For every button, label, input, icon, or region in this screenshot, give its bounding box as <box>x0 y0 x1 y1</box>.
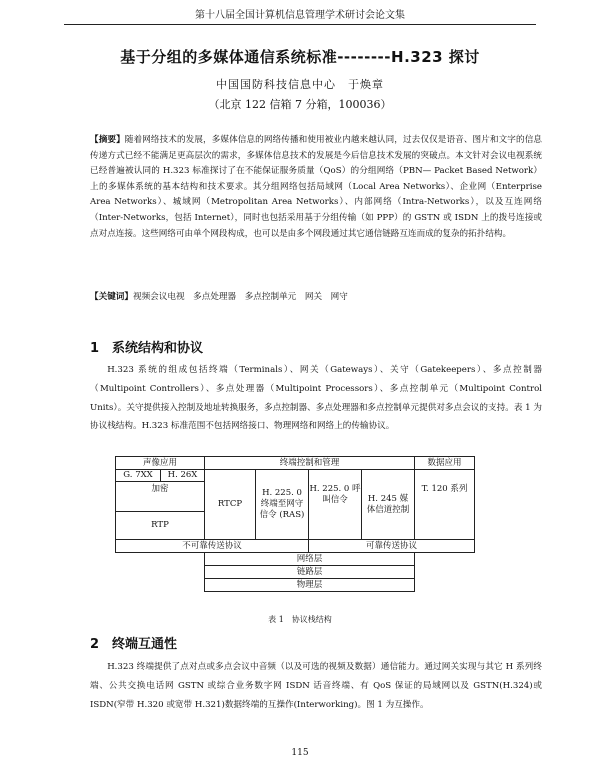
page-number: 115 <box>291 748 309 758</box>
section-2-heading <box>90 633 177 652</box>
cell-data-app: 数据应用 <box>414 456 475 470</box>
section-1-heading <box>90 337 203 356</box>
cell-g7xx: G. 7XX <box>115 469 161 482</box>
table-caption: 表 1 协议栈结构 <box>268 615 332 624</box>
cell-ras: H. 225. 0 终端至网守信令 (RAS) <box>255 469 309 540</box>
section-1-title: 系统结构和协议 <box>112 341 204 356</box>
cell-physical-layer: 物理层 <box>204 578 415 592</box>
running-head: 第十八届全国计算机信息管理学术研讨会论文集 <box>64 6 536 25</box>
section-2-paragraph: H.323 终端提供了点对点或多点会议中音频（以及可选的视频及数据）通信能力。通过网关实现与其它 H 系列终端、公共交换电话网 GSTN 或综合业务数字网 ISDN 话音终端、有 QoS 保证的局域网以及 GSTN(H.324)或 ISDN(窄带 H.320 或宽带 H.321)数据终端的互操作(Interworking)。图 1 为互操作。 <box>90 662 542 710</box>
cell-h26x: H. 26X <box>160 469 205 482</box>
paper-title: 基于分组的多媒体通信系统标准--------H.323 探讨 <box>120 48 480 66</box>
cell-h245: H. 245 媒体信道控制 <box>361 469 415 540</box>
author-address: （北京 122 信箱 7 分箱，100036） <box>208 98 392 111</box>
keywords-label: 【关键词】 <box>90 292 133 302</box>
keywords-text: 视频会议电视 多点处理器 多点控制单元 网关 网守 <box>132 292 348 302</box>
cell-network-layer: 网络层 <box>204 552 415 566</box>
author-line: 中国国防科技信息中心 于焕章 <box>216 78 384 91</box>
cell-encrypt: 加密 <box>115 481 205 512</box>
cell-rtp: RTP <box>115 511 205 540</box>
section-1-paragraph: H.323 系统的组成包括终端（Terminals）、网关（Gateways）、关守（Gatekeepers）、多点控制器（Multipoint Controllers）、多点处理器（Multipoint Processors）、多点控制单元（Multipoint Control Units）。关守提供接入控制及地址转换服务，多点控制器、多点处理器和多点控制单元提供对多点会议的支持。表 1 为协议栈结构。H.323 标准范围不包括网络接口、物理网络和网络上的传输协议。 <box>90 365 542 432</box>
cell-t120: T. 120 系列 <box>414 469 475 540</box>
section-2-title: 终端互通性 <box>112 637 178 652</box>
protocol-stack-table <box>115 456 475 602</box>
keywords <box>90 290 542 302</box>
cell-link-layer: 链路层 <box>204 565 415 579</box>
section-2-number: 2 <box>90 637 100 652</box>
abstract <box>90 133 542 242</box>
cell-reliable-transport: 可靠传送协议 <box>308 539 475 553</box>
section-1-number: 1 <box>90 341 100 356</box>
abstract-text: 随着网络技术的发展，多媒体信息的网络传播和使用被业内越来越认同，过去仅仅是语音、图片和文字的信息传递方式已经不能满足更高层次的需求，多媒体信息技术的发展是今后信息技术发展的突破点。本文针对会议电视系统已经普遍被认同的 H.323 标准探讨了在不能保证服务质量（QoS）的分组网络（PBN— Packet Based Network）上的多媒体系统的基本结构和技术要求。其分组网络包括局域网（Local Area Networks）、企业网（Enterprise Area Networks）、城域网（Metropolitan Area Networks）、内部网络（Intra-Networks），以及互连网络（Inter-Networks，包括 Internet），同时也包括采用基于分组传输（如 PPP）的 GSTN 或 ISDN 上的拨号连接或点对点连接。这些网络可由单个网段构成，也可以是由多个网段通过其它通信链路互连而成的复杂的拓扑结构。 <box>90 135 542 239</box>
cell-call-signaling: H. 225. 0 呼叫信令 <box>308 469 362 540</box>
cell-terminal-control: 终端控制和管理 <box>204 456 415 470</box>
cell-audio-app: 声像应用 <box>115 456 205 470</box>
cell-unreliable-transport: 不可靠传送协议 <box>115 539 309 553</box>
abstract-label: 【摘要】 <box>90 135 125 145</box>
cell-rtcp: RTCP <box>204 469 256 540</box>
